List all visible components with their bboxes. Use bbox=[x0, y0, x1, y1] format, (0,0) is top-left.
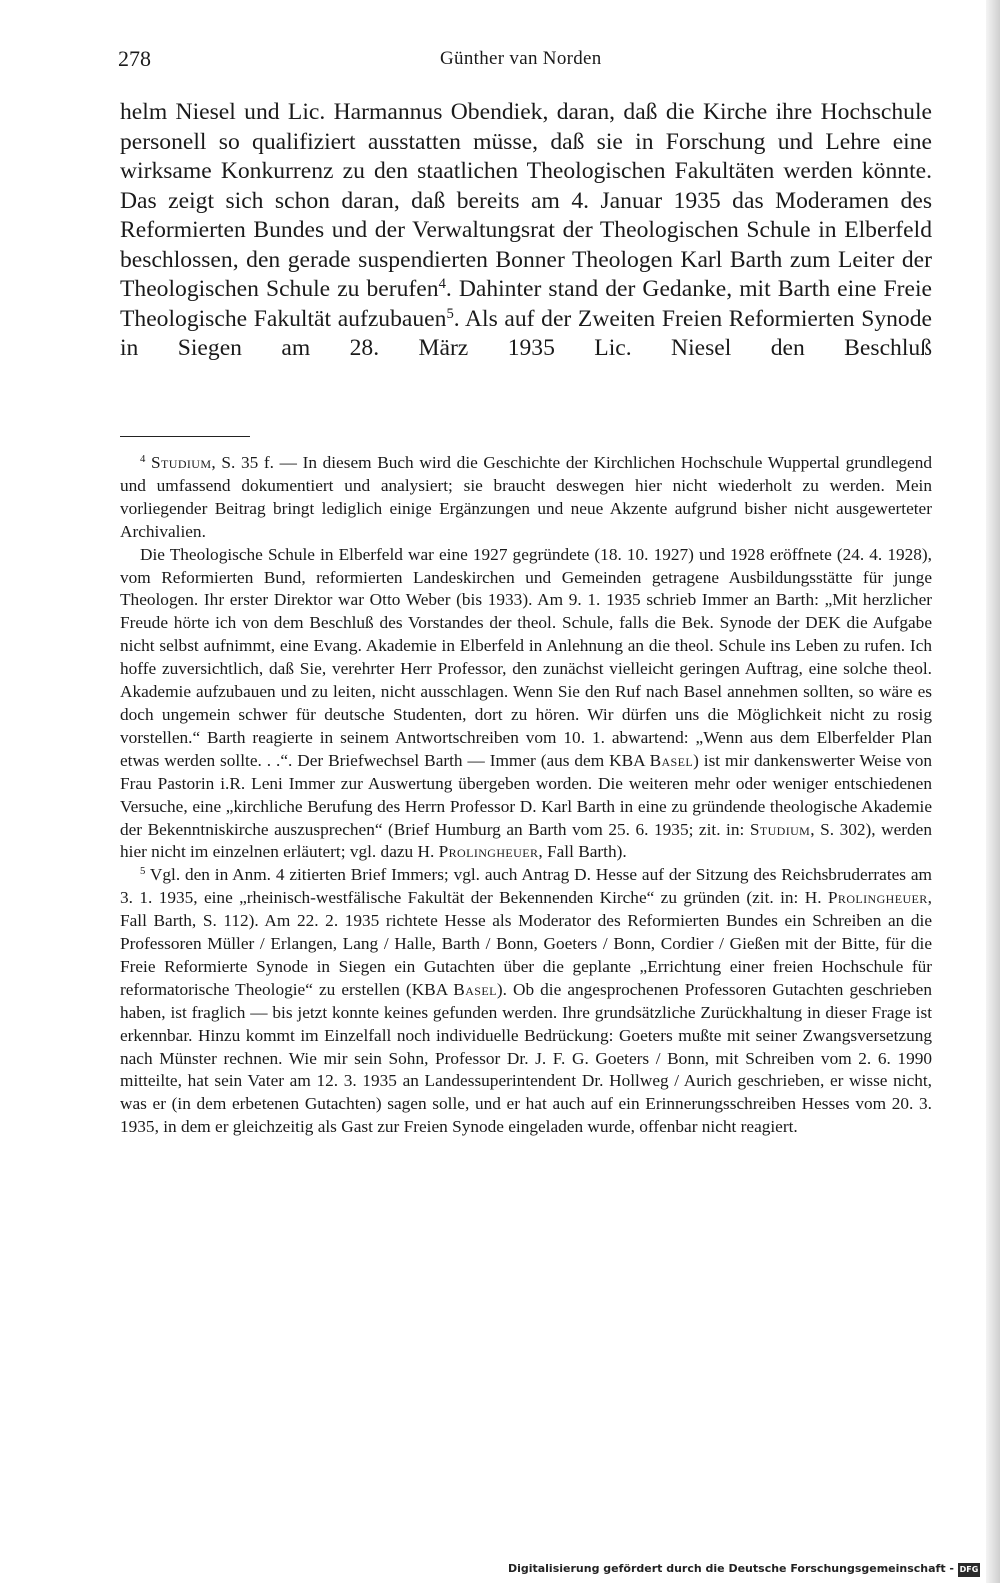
body-text-part-1: helm Niesel und Lic. Harmannus Obendiek, daran, daß die Kirche ihre Hochschule personell so qualifiziert ausstatten müsse, daß sie in Forschung und Lehre eine wirksame Konkurrenz zu den staatlichen Theologischen Fakultäten werden könnte. Das zeigt sich schon daran, daß bereits am 4. Januar 1935 das Moderamen des Reformierten Bundes und der Verwaltungsrat der Theologischen Schule in Elberfeld beschlossen, den gerade suspendierten Bonner Theologen Karl Barth zum Leiter der Theologischen Schule zu berufen bbox=[120, 99, 932, 302]
footnote-text: ). Ob die angesprochenen Professoren Gutachten geschrieben haben, ist fraglich — bis jetzt konnte keines gefunden werden. Ihre grundsätzliche Zurückhaltung in dieser Frage ist erkennbar. Hinzu kommt im Einzelfall noch individuelle Bedrückung: Goeters mußte mit seiner Zwangsversetzung nach Münster rechnen. Wie mir sein Sohn, Professor Dr. J. F. G. Goeters / Bonn, mit Schreiben vom 2. 6. 1990 mitteilte, hat sein Vater am 12. 3. 1935 an Landessuperintendent Dr. Hollweg / Aurich geschrieben, er wisse nicht, was er (in dem erbetenen Gutachten) sagen solle, und er hat auch auf ein Erinnerungsschreiben Hesses vom 20. 3. 1935, in dem er gleichzeitig als Gast zur Freien Synode eingeladen wurde, offenbar nicht reagiert. bbox=[120, 979, 932, 1137]
author-smallcaps: Prolingheuer bbox=[827, 888, 928, 908]
page-header bbox=[118, 46, 618, 76]
footnote-text: Vgl. den in Anm. 4 zitierten Brief Immers; vgl. auch Antrag D. Hesse auf der Sitzung des Reichsbruderrates am 3. 1. 1935, eine „rheinisch-westfälische Fakultät der Bekennenden Kirche“ zu gründen (zit. in: H. bbox=[120, 865, 932, 908]
page-number: 278 bbox=[118, 46, 151, 71]
author-smallcaps: Prolingheuer bbox=[438, 842, 539, 862]
footnote-4-continuation bbox=[120, 544, 932, 865]
footnote-ref-4: 4 bbox=[438, 275, 446, 292]
scan-page-edge bbox=[986, 0, 1000, 1583]
footnote-text: , S. 302), werden hier nicht im einzelnen erläutert; vgl. dazu H. bbox=[120, 819, 932, 862]
footnote-5 bbox=[120, 864, 932, 1139]
footnote-4 bbox=[120, 452, 932, 544]
running-head: Günther van Norden bbox=[440, 48, 602, 69]
footnote-marker: 5 bbox=[140, 865, 146, 878]
footnote-text: ) ist mir dankenswerter Weise von Frau Pastorin i.R. Leni Immer zur Auswertung übergeben worden. Die weiteren mehr oder weniger entschiedenen Versuche, eine „kirchliche Berufung des Herrn Professor D. Karl Barth in eine zu gründende theologische Akademie der Bekenntniskirche auszusprechen“ (Brief Humburg an Barth vom 25. 6. 1935; zit. in: bbox=[120, 750, 932, 839]
body-text-part-3: . Als auf der Zweiten Freien Reformierten Synode in Siegen am 28. März 1935 Lic. Niesel den Beschluß bbox=[120, 305, 932, 361]
footnote-marker: 4 bbox=[140, 453, 146, 466]
dfg-logo: DFG bbox=[958, 1563, 980, 1577]
source-smallcaps: Basel bbox=[453, 979, 497, 999]
footnote-text: , Fall Barth). bbox=[538, 842, 627, 862]
source-smallcaps: Studium bbox=[749, 819, 811, 839]
main-text bbox=[120, 98, 932, 364]
source-smallcaps: Studium bbox=[151, 453, 212, 472]
footnote-text: , Fall Barth, S. 112). Am 22. 2. 1935 richtete Hesse als Moderator des Reformierten Bundes ein Schreiben an die Professoren Müller / Erlangen, Lang / Halle, Barth / Bonn, Goeters / Bonn, Cordier / Gießen mit der Bitte, für die Freie Reformierte Synode in Siegen ein Gutachten über die geplante „Errichtung einer freien Hochschule für reformatorische Theologie“ zu erstellen (KBA bbox=[120, 888, 932, 999]
source-smallcaps: Basel bbox=[649, 750, 694, 770]
footnote-text: , S. 35 f. — In diesem Buch wird die Geschichte der Kirchlichen Hochschule Wuppertal grundlegend und umfassend dokumentiert und analysiert; sie braucht deswegen hier nicht wiederholt zu werden. Mein vorliegender Beitrag bringt lediglich einige Ergänzungen und neue Akzente aufgrund bisher nicht ausgewerteter Archivalien. bbox=[120, 453, 932, 541]
body-paragraph bbox=[120, 98, 932, 364]
footnote-divider bbox=[120, 436, 250, 437]
footnote-ref-5: 5 bbox=[446, 305, 454, 322]
body-text-part-2: . Dahinter stand der Gedanke, mit Barth eine Freie Theologische Fakultät aufzubauen bbox=[120, 276, 932, 332]
digitization-credit: Digitalisierung gefördert durch die Deutsche Forschungsgemeinschaft - bbox=[507, 1562, 954, 1575]
footnote-text: Die Theologische Schule in Elberfeld war eine 1927 gegründete (18. 10. 1927) und 1928 eröffnete (24. 4. 1928), vom Reformierten Bund, reformierten Landeskirchen und Gemeinden getragene Ausbildungsstätte für junge Theologen. Ihr erster Direktor war Otto Weber (bis 1933). Am 9. 1. 1935 schrieb Immer an Barth: „Mit herzlicher Freude hörte ich von dem Beschluß des Vorstandes der theol. Schule, falls die Bek. Synode der DEK die Aufgabe nicht selbst aufnimmt, eine Evang. Akademie in Elberfeld in Anlehnung an die theol. Schule ins Leben zu rufen. Ich hoffe zuversichtlich, daß Sie, verehrter Herr Professor, den zunächst vielleicht geringen Auftrag, eine solche theol. Akademie aufzubauen und zu leiten, nicht ausschlagen. Wenn Sie den Ruf nach Basel annehmen sollten, so wäre es doch ungemein schwer für deutsche Studenten, dort zu hören. Wir dürfen uns die Möglichkeit nicht zu rosig vorstellen.“ Barth reagierte in seinem Antwortschreiben vom 10. 1. abwartend: „Wenn aus dem Elberfelder Plan etwas werden sollte. . .“. Der Briefwechsel Barth — Immer (aus dem KBA bbox=[120, 544, 932, 770]
footnotes bbox=[120, 452, 932, 1139]
